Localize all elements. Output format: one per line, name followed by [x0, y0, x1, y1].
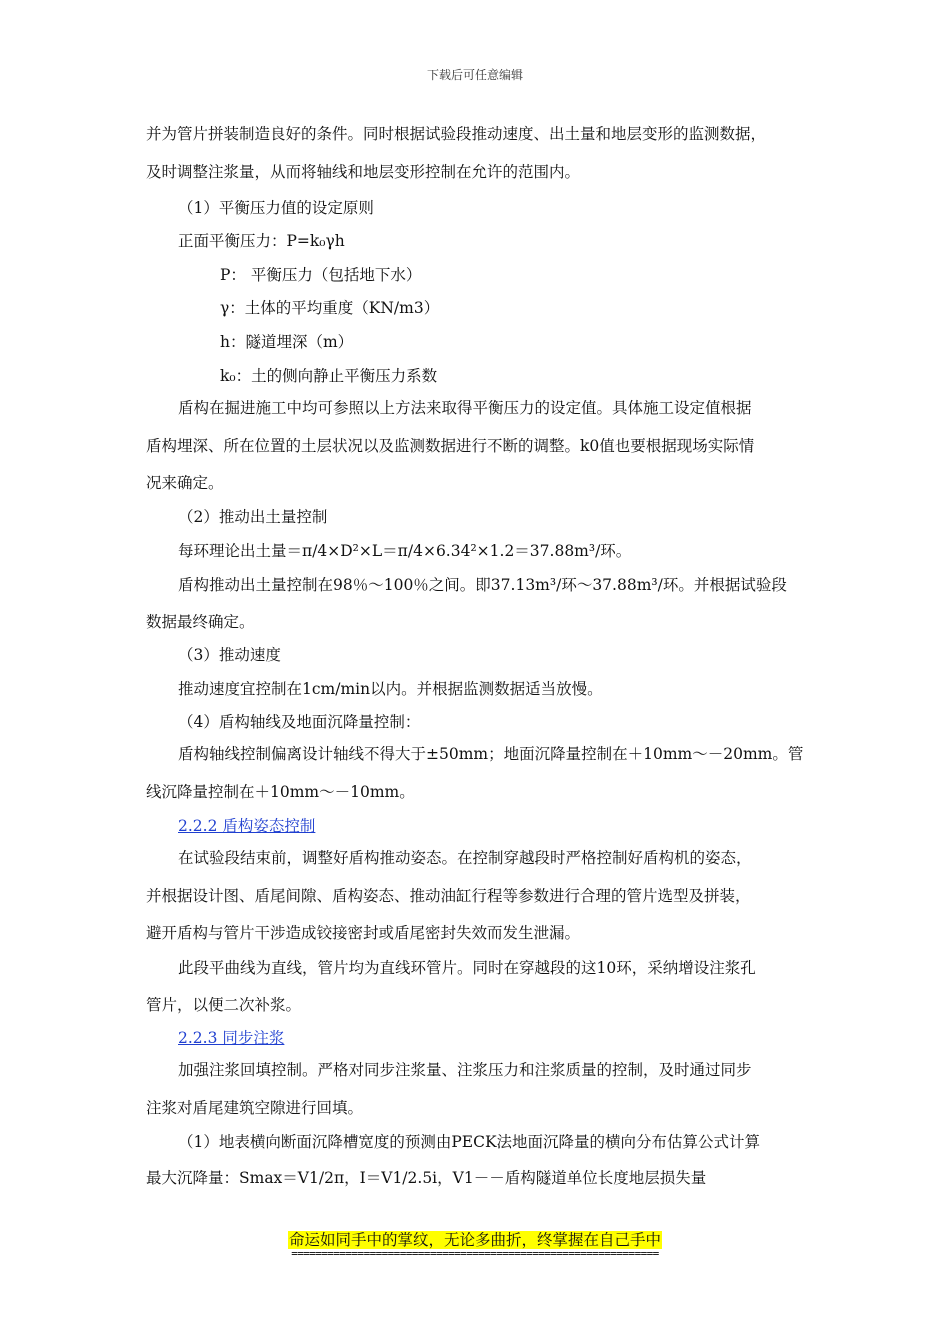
paragraph-line: 数据最终确定。 [146, 613, 255, 631]
section-heading: （2）推动出土量控制 [178, 508, 328, 526]
toc-link-shield-attitude[interactable]: 2.2.2 盾构姿态控制 [178, 817, 316, 835]
definition-line: P： 平衡压力（包括地下水） [220, 266, 422, 284]
paragraph-line: 及时调整注浆量，从而将轴线和地层变形控制在允许的范围内。 [146, 163, 581, 181]
formula-line: 最大沉降量：Smax＝V1/2π，I＝V1/2.5i，V1－－盾构隧道单位长度地层损失量 [146, 1169, 707, 1187]
paragraph-line: 并根据设计图、盾尾间隙、盾构姿态、推动油缸行程等参数进行合理的管片选型及拼装， [146, 887, 751, 905]
toc-link-grouting[interactable]: 2.2.3 同步注浆 [178, 1029, 285, 1047]
definition-line: h：隧道埋深（m） [220, 333, 354, 351]
paragraph-line: 并为管片拼装制造良好的条件。同时根据试验段推动速度、出土量和地层变形的监测数据， [146, 125, 767, 143]
formula-line: 正面平衡压力：P=k₀γh [178, 232, 345, 250]
paragraph-line: 盾构轴线控制偏离设计轴线不得大于±50mm；地面沉降量控制在＋10mm～－20mm。管 [178, 745, 804, 763]
paragraph-line: 盾构推动出土量控制在98％～100％之间。即37.13m³/环～37.88m³/环。并根据试验段 [178, 576, 787, 594]
section-heading: （1）平衡压力值的设定原则 [178, 199, 374, 217]
paragraph-line: 管片，以便二次补浆。 [146, 996, 302, 1014]
paragraph-line: 注浆对盾尾建筑空隙进行回填。 [146, 1099, 364, 1117]
paragraph-line: 盾构埋深、所在位置的土层状况以及监测数据进行不断的调整。k0值也要根据现场实际情 [146, 437, 755, 455]
paragraph-line: 推动速度宜控制在1cm/min以内。并根据监测数据适当放慢。 [178, 680, 603, 698]
paragraph-line: 况来确定。 [146, 474, 224, 492]
paragraph-line: 加强注浆回填控制。严格对同步注浆量、注浆压力和注浆质量的控制，及时通过同步 [178, 1061, 752, 1079]
paragraph-line: 线沉降量控制在＋10mm～－10mm。 [146, 783, 415, 801]
formula-line: 每环理论出土量＝π/4×D²×L＝π/4×6.34²×1.2＝37.88m³/环。 [178, 542, 632, 560]
footer-rule: ============================================================= [291, 1247, 659, 1260]
section-heading: （3）推动速度 [178, 646, 281, 664]
paragraph-line: 此段平曲线为直线，管片均为直线环管片。同时在穿越段的这10环，采纳增设注浆孔 [178, 959, 756, 977]
page-header: 下载后可任意编辑 [426, 68, 523, 82]
paragraph-line: 避开盾构与管片干涉造成铰接密封或盾尾密封失效而发生泄漏。 [146, 924, 581, 942]
definition-line: k₀：土的侧向静止平衡压力系数 [220, 367, 438, 385]
section-heading: （4）盾构轴线及地面沉降量控制： [178, 713, 421, 731]
paragraph-line: 盾构在掘进施工中均可参照以上方法来取得平衡压力的设定值。具体施工设定值根据 [178, 399, 752, 417]
paragraph-line: 在试验段结束前，调整好盾构推动姿态。在控制穿越段时严格控制好盾构机的姿态， [178, 849, 752, 867]
footer-motto-text: 命运如同手中的掌纹，无论多曲折，终掌握在自己手中 [288, 1231, 661, 1249]
definition-line: γ：土体的平均重度（KN/m3） [220, 299, 440, 317]
paragraph-line: （1）地表横向断面沉降槽宽度的预测由PECK法地面沉降量的横向分布估算公式计算 [178, 1133, 761, 1151]
